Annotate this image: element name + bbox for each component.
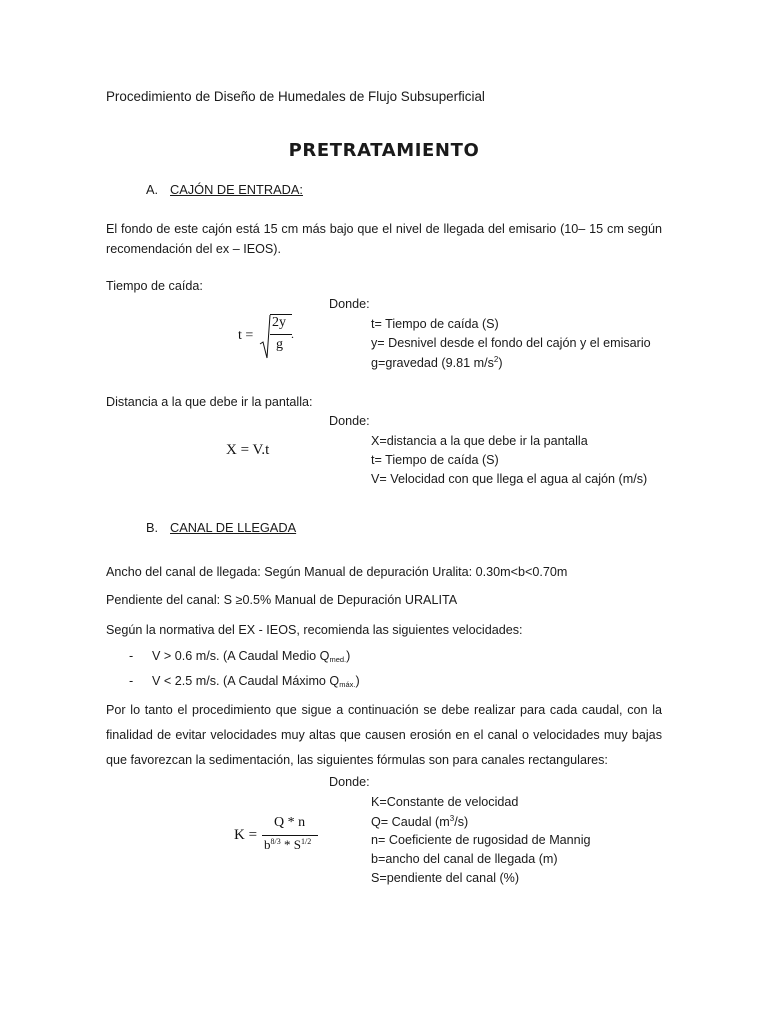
tiempo-donde-label: Donde: (329, 297, 370, 311)
canal-def-n: n= Coeficiente de rugosidad de Mannig (371, 833, 591, 847)
canal-def-s: S=pendiente del canal (%) (371, 871, 520, 885)
bullet-dash: - (129, 649, 134, 663)
tiempo-heading: Tiempo de caída: (106, 279, 203, 293)
normativa-text: Según la normativa del EX - IEOS, recomienda las siguientes velocidades: (106, 623, 523, 637)
canal-def-q-end: /s) (454, 815, 469, 829)
canal-def-q-exp: 3 (449, 814, 455, 823)
velocidad-formula-lhs: K = (234, 827, 258, 843)
bullet-caudal-maximo-text: V < 2.5 m/s. (A Caudal Máximo Q (152, 674, 340, 688)
bullet-caudal-medio-end: ) (346, 649, 351, 663)
section-b-letter: B. (146, 520, 159, 535)
bullet-caudal-maximo (152, 674, 360, 689)
pendiente-canal-text: Pendiente del canal: S ≥0.5% Manual de Depuración URALITA (106, 593, 458, 607)
tiempo-formula-tail: . (291, 327, 294, 341)
sqrt-radical-icon (259, 314, 271, 360)
denominator-b: b (264, 837, 271, 852)
tiempo-def-g-exp: 2 (493, 355, 499, 364)
document-header: Procedimiento de Diseño de Humedales de Flujo Subsuperficial (106, 89, 485, 104)
tiempo-formula-numerator: 2y (272, 315, 286, 330)
procedimiento-paragraph: Por lo tanto el procedimiento que sigue a continuación se debe realizar para cada caudal, con la finalidad de evitar velocidades muy altas que causen erosión en el canal o velocidades muy bajas que favorezcan la sedimentación, las siguientes fórmulas son para canales rectangulares: (106, 703, 662, 767)
bullet-caudal-medio-text: V > 0.6 m/s. (A Caudal Medio Q (152, 649, 330, 663)
denominator-s: * S (280, 837, 301, 852)
bullet-caudal-medio (152, 649, 350, 664)
bullet-dash: - (129, 674, 134, 688)
tiempo-def-g-end: ) (498, 356, 503, 370)
bullet-caudal-medio-sub: med. (329, 655, 347, 664)
section-a-paragraph: El fondo de este cajón está 15 cm más bajo que el nivel de llegada del emisario (10– 15 cm según recomendación del ex – IEOS). (106, 222, 662, 256)
denominator-s-exp: 1/2 (300, 837, 312, 846)
distancia-def-x: X=distancia a la que debe ir la pantalla (371, 434, 588, 448)
canal-donde-label: Donde: (329, 775, 370, 789)
canal-def-b: b=ancho del canal de llegada (m) (371, 852, 558, 866)
canal-def-q (371, 814, 468, 829)
tiempo-formula-lhs: t = (238, 328, 254, 343)
section-b-label: CANAL DE LLEGADA (170, 520, 297, 535)
distancia-def-t: t= Tiempo de caída (S) (371, 453, 499, 467)
bullet-caudal-maximo-sub: máx. (339, 680, 356, 689)
distancia-formula: X = V.t (226, 442, 270, 458)
canal-def-k: K=Constante de velocidad (371, 795, 519, 809)
velocidad-formula-denominator (264, 837, 311, 853)
tiempo-def-g-text: g=gravedad (9.81 m/s (371, 356, 494, 370)
distancia-def-v: V= Velocidad con que llega el agua al cajón (m/s) (371, 472, 648, 486)
ancho-canal-text: Ancho del canal de llegada: Según Manual de depuración Uralita: 0.30m<b<0.70m (106, 565, 568, 579)
velocidad-formula-numerator: Q * n (274, 815, 306, 830)
tiempo-def-g (371, 355, 503, 370)
section-b-heading (146, 520, 446, 538)
distancia-donde-label: Donde: (329, 414, 370, 428)
velocidad-formula (234, 815, 324, 861)
section-a-heading (146, 182, 446, 200)
tiempo-def-y: y= Desnivel desde el fondo del cajón y el emisario (371, 336, 651, 350)
canal-def-q-text: Q= Caudal (m (371, 815, 450, 829)
tiempo-def-t: t= Tiempo de caída (S) (371, 317, 499, 331)
tiempo-formula-denominator: g (276, 337, 283, 352)
bullet-caudal-maximo-end: ) (355, 674, 360, 688)
section-a-label: CAJÓN DE ENTRADA: (170, 182, 303, 197)
section-a-letter: A. (146, 182, 159, 197)
distancia-heading: Distancia a la que debe ir la pantalla: (106, 395, 313, 409)
page-title: PRETRATAMIENTO (288, 140, 480, 161)
denominator-b-exp: 8/3 (270, 837, 281, 846)
tiempo-formula (238, 312, 308, 362)
